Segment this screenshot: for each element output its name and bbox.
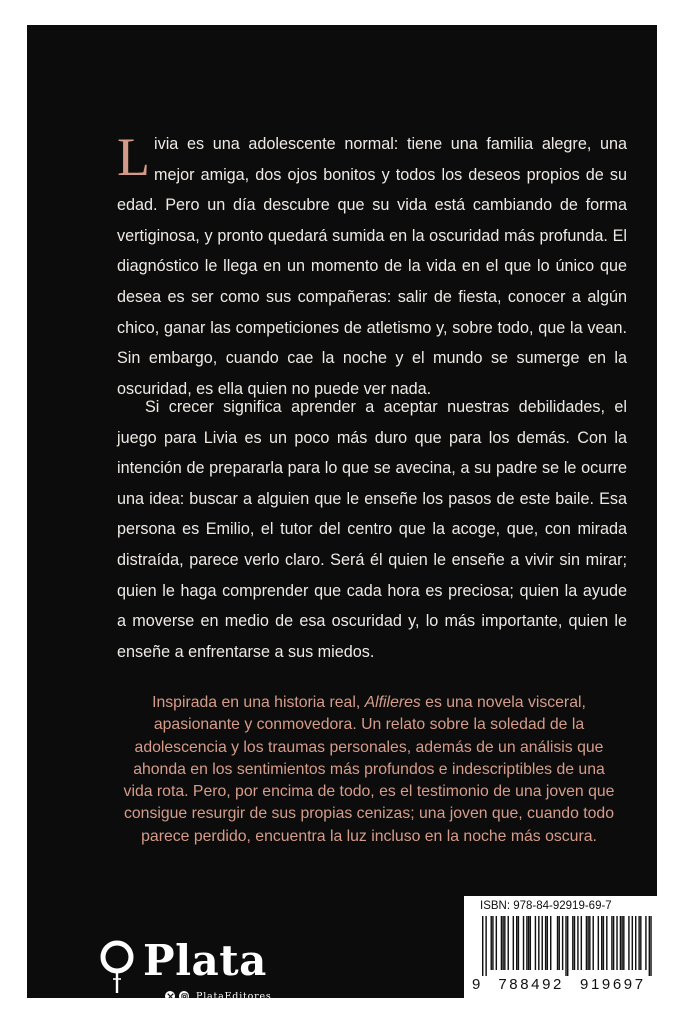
barcode-bar [613, 916, 614, 970]
barcode-bar [572, 916, 573, 970]
barcode-bar [650, 916, 651, 976]
isbn-label: ISBN: 978-84-92919-69-7 [480, 900, 612, 912]
barcode-bar [516, 916, 517, 970]
barcode-bar [587, 916, 588, 970]
barcode-digit-lead: 9 [472, 976, 481, 993]
pitch-lead: Inspirada en una historia real, [152, 694, 365, 711]
barcode-bar [632, 916, 633, 970]
barcode-bar [496, 916, 497, 970]
barcode-bar [547, 916, 548, 970]
barcode-bar [598, 916, 599, 970]
barcode-bar [523, 916, 524, 970]
barcode-bar [638, 916, 639, 970]
instagram-icon [179, 991, 189, 998]
barcode-bar [492, 916, 493, 970]
publisher-name: Plata [143, 936, 267, 985]
barcode-bar [603, 916, 604, 970]
barcode-bar [545, 916, 546, 970]
barcode-bar [538, 916, 539, 970]
barcode-bar [518, 916, 519, 970]
barcode-bar [550, 916, 551, 970]
barcode-bars [482, 916, 652, 976]
barcode-bar [611, 916, 612, 970]
barcode-bar [491, 916, 492, 970]
barcode-bar [589, 916, 590, 970]
drop-cap: L [117, 127, 150, 187]
barcode-bar [567, 916, 568, 976]
barcode-digits [472, 976, 657, 993]
isbn-barcode [464, 896, 657, 998]
barcode-bar [645, 916, 646, 970]
barcode-bar [623, 916, 624, 970]
barcode-bar [559, 916, 560, 970]
barcode-bar [557, 916, 558, 970]
plata-pin-icon [99, 939, 135, 995]
barcode-bar [586, 916, 587, 970]
barcode-bar [528, 916, 529, 970]
barcode-bar [577, 916, 578, 970]
pitch-paragraph [119, 692, 619, 848]
synopsis-paragraph-2: Si crecer significa aprender a aceptar nuestras debilidades, el juego para Livia es un poco más duro que para los demás. Con la intención de prepararla para lo que se avecina, a su padre se le ocurre una idea: buscar a alguien que le enseñe los pasos de este baile. Esa persona es Emilio, el tutor del centro que la acoge, que, con mirada distraída, parece verlo claro. Será él quien le enseñe a vivir sin mirar; quien le haga comprender que cada hora es preciosa; quien la ayude a moverse en medio de esa oscuridad y, lo más importante, quien le enseñe a enfrentarse a sus miedos. [117, 398, 627, 661]
book-title: Alfileres [364, 694, 421, 711]
barcode-bar [542, 916, 543, 970]
barcode-bar [616, 916, 617, 970]
barcode-bar [513, 916, 514, 970]
barcode-bar [593, 916, 594, 970]
barcode-bar [635, 916, 636, 970]
barcode-bar [535, 916, 536, 970]
barcode-bar [649, 916, 650, 976]
barcode-digits-right: 919697 [580, 976, 646, 993]
publisher-handle: PlataEditores [196, 990, 272, 998]
barcode-bar [508, 916, 509, 970]
publisher-logo [99, 935, 319, 998]
barcode-digits-left: 788492 [498, 976, 564, 993]
barcode-bar [562, 916, 563, 970]
barcode-bar [485, 916, 486, 976]
barcode-bar [526, 916, 527, 970]
barcode-bar [565, 916, 566, 976]
synopsis-paragraph-1 [117, 129, 627, 404]
barcode-bar [482, 916, 483, 976]
barcode-bar [530, 916, 531, 970]
barcode-bar [581, 916, 582, 970]
barcode-bar [501, 916, 502, 970]
barcode-bar [628, 916, 629, 970]
social-handles [165, 989, 272, 998]
barcode-bar [620, 916, 621, 970]
barcode-bar [601, 916, 602, 970]
barcode-bar [621, 916, 622, 970]
back-cover [27, 25, 657, 998]
barcode-bar [640, 916, 641, 970]
barcode-bar [504, 916, 505, 970]
pitch-rest: es una novela visceral, apasionante y conmovedora. Un relato sobre la soledad de la adolescencia y los traumas personales, además de un análisis que ahonda en los sentimientos más profundos e indescriptibles de una vida rota. Pero, por encima de todo, es el testimonio de una joven que consigue resurgir de sus propias cenizas; una joven que, cuando todo parece perdido, encuentra la luz incluso en la noche más oscura. [123, 694, 615, 845]
barcode-bar [502, 916, 503, 970]
twitter-icon [165, 991, 175, 998]
barcode-bar [606, 916, 607, 970]
barcode-bar [574, 916, 575, 970]
synopsis-paragraph-1-text: ivia es una adolescente normal: tiene una familia alegre, una mejor amiga, dos ojos bonitos y todos los deseos propios de su edad. Pero un día descubre que su vida está cambiando de forma vertiginosa, y pronto quedará sumida en la oscuridad más profunda. El diagnóstico le llega en un momento de la vida en el que lo único que desea es ser como sus compañeras: salir de fiesta, conocer a algún chico, ganar las competiciones de atletismo y, sobre todo, que la vean. Sin embargo, cuando cae la noche y el mundo se sumerge en la oscuridad, es ella quien no puede ver nada. [117, 135, 627, 398]
